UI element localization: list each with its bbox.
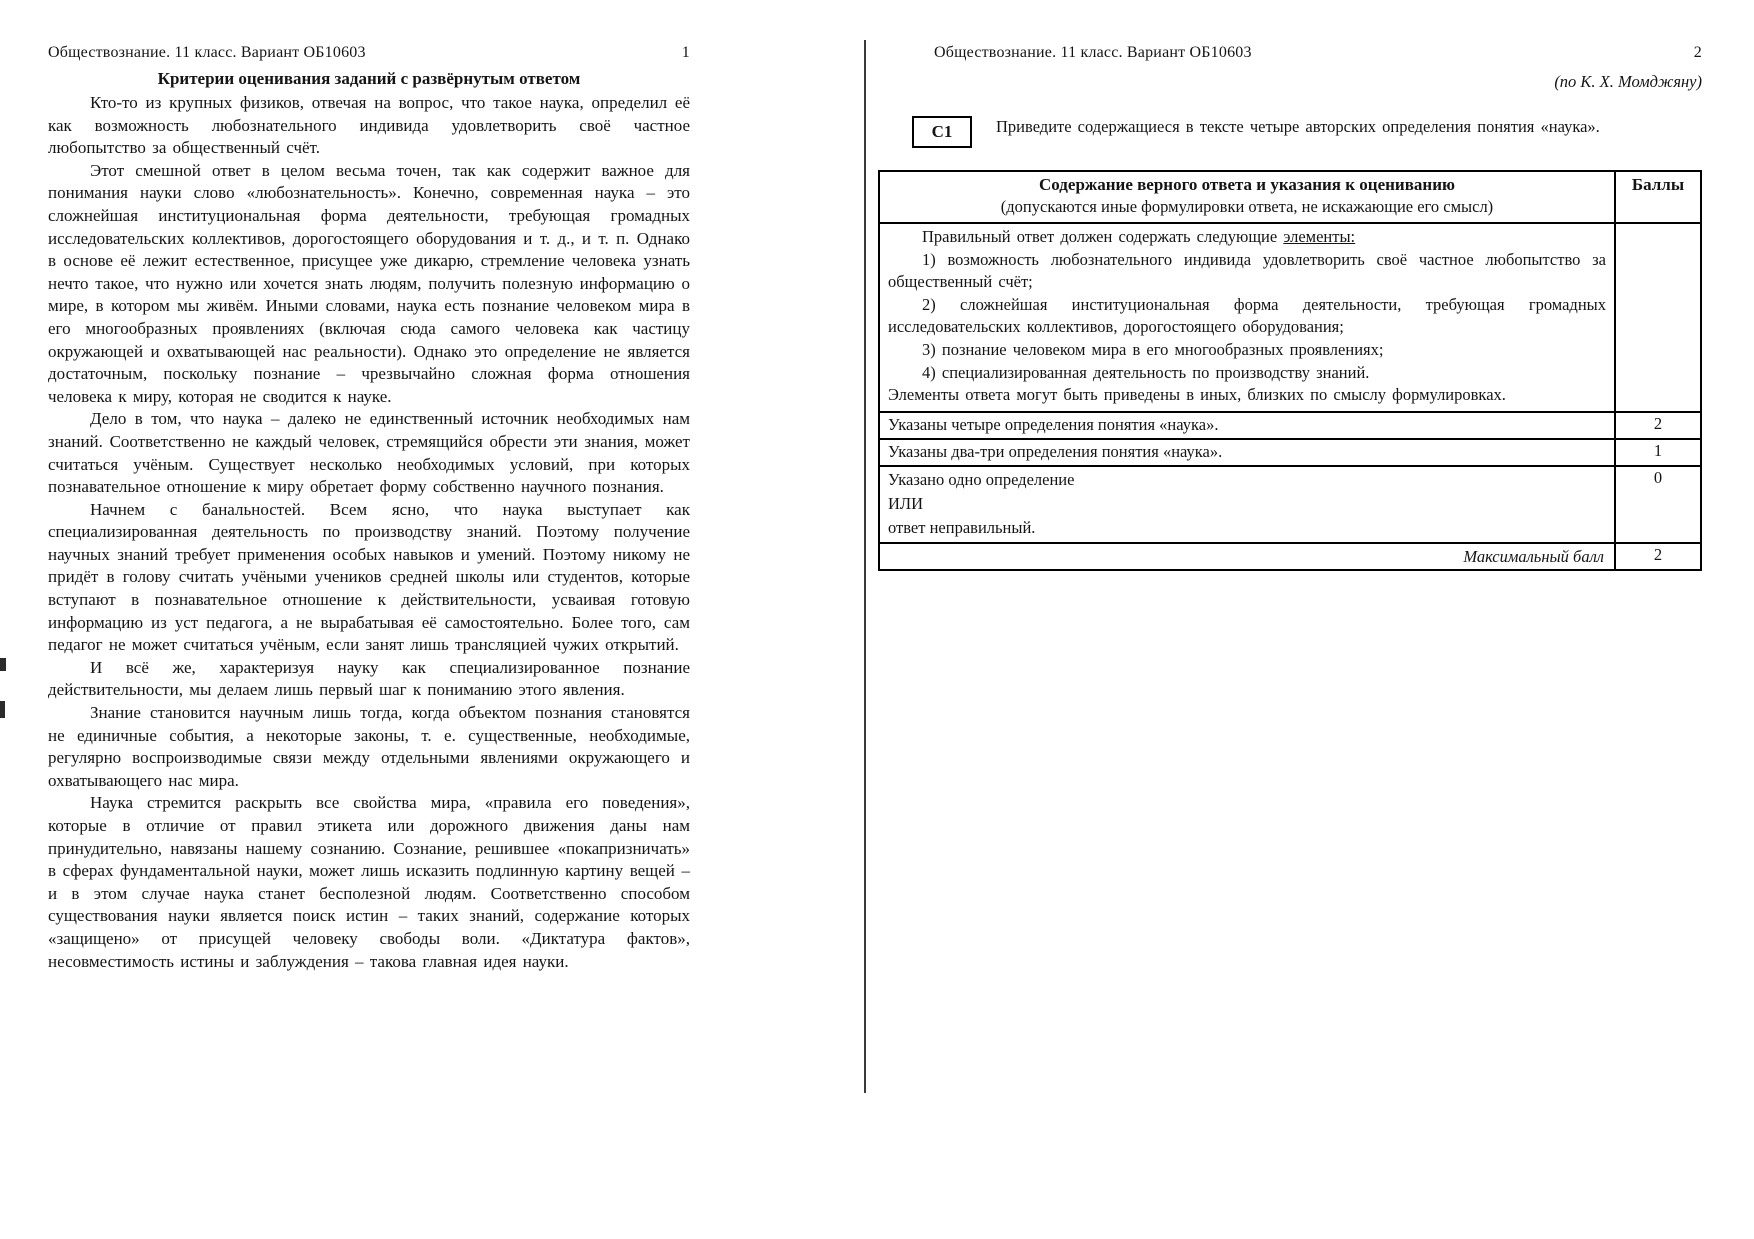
table-header-criteria-title: Содержание верного ответа и указания к оцениванию bbox=[1039, 175, 1455, 194]
answer-intro bbox=[888, 226, 1606, 249]
author-attribution: (по К. Х. Момджяну) bbox=[1554, 72, 1702, 91]
score-row-criteria-line: Указано одно определение bbox=[888, 469, 1075, 489]
answer-outro: Элементы ответа могут быть приведены в иных, близких по смыслу формулировках. bbox=[888, 385, 1506, 405]
page-2-header bbox=[878, 44, 1702, 62]
scan-artifact-mark bbox=[0, 701, 5, 718]
page-divider-line bbox=[864, 40, 866, 1093]
task-question-text: Приведите содержащиеся в тексте четыре авторских определения понятия «наука». bbox=[996, 117, 1600, 136]
answer-content-row bbox=[879, 223, 1701, 412]
body-paragraph: И всё же, характеризуя науку как специализированное познание действительности, мы делаем лишь первый шаг к пониманию этого явления. bbox=[48, 657, 690, 700]
body-paragraph: Начнем с банальностей. Всем ясно, что наука выступает как специализированная деятельность по производству знаний. Поэтому получение научных знаний требует применения особых навыков и умений. Поэтому никому не придёт в голову считать учёными учеников средней школы или студентов, которые вступают в познавательное отношение к действительности, усваивая готовую информацию из уст педагога, а не вырабатывая её самостоятельно. Более того, сам педагог не может считаться учёным, если занят лишь трансляцией чужих открытий. bbox=[48, 499, 690, 655]
criteria-table bbox=[878, 170, 1702, 571]
table-header-criteria-cell bbox=[879, 171, 1615, 223]
page-2 bbox=[878, 44, 1702, 571]
answer-content-cell bbox=[879, 223, 1615, 412]
score-row-criteria: Указаны два-три определения понятия «наука». bbox=[879, 439, 1615, 466]
score-row-points: 2 bbox=[1615, 412, 1701, 439]
page-1 bbox=[48, 44, 690, 973]
body-paragraph: Дело в том, что наука – далеко не единственный источник необходимых нам знаний. Соответственно не каждый человек, стремящийся обрести эти знания, может считаться учёным. Существует несколько необходимых условий, при которых познавательное отношение к миру обретает форму собственно научного познания. bbox=[48, 409, 690, 497]
page-2-page-number: 2 bbox=[1693, 44, 1702, 61]
score-row-points: 1 bbox=[1615, 439, 1701, 466]
score-row bbox=[879, 412, 1701, 439]
task-label-box: C1 bbox=[912, 116, 972, 148]
score-row-criteria-line: ответ неправильный. bbox=[888, 517, 1036, 537]
table-header-row bbox=[879, 171, 1701, 223]
score-row-criteria-line: ИЛИ bbox=[888, 493, 924, 513]
score-row-criteria: Указаны четыре определения понятия «наука». bbox=[879, 412, 1615, 439]
page-1-header bbox=[48, 44, 690, 62]
body-paragraph: Этот смешной ответ в целом весьма точен, так как содержит важное для понимания науки слово «любознательность». Конечно, современная наука – это сложнейшая институциональная форма деятельности, требующая громадных исследовательских коллективов, дорогостоящего оборудования и т. д., и т. п. Однако в основе её лежит естественное, присущее уже дикарю, стремление человека узнать нечто такое, что нужно или хочется знать людям, получить полезную информацию о мире, в котором мы живём. Иными словами, наука есть познание человеком мира в его многообразных проявлениях (включая сюда самого человека как частицу окружающей и охватывающей нас реальности). Однако это определение не является достаточным, поскольку познание – чрезвычайно сложная форма отношения человека к миру, которая не сводится к науке. bbox=[48, 160, 690, 406]
body-paragraph: Кто-то из крупных физиков, отвечая на вопрос, что такое наука, определил её как возможность любознательного индивида удовлетворить своё частное любопытство за общественный счёт. bbox=[48, 93, 690, 158]
body-paragraph: Знание становится научным лишь тогда, когда объектом познания становятся не единичные события, а некоторые законы, т. е. существенные, необходимые, регулярно воспроизводимые связи между отдельными явлениями окружающего и охватывающего нас мира. bbox=[48, 703, 690, 790]
answer-intro-underlined: элементы: bbox=[1283, 227, 1356, 246]
page-1-page-number: 1 bbox=[681, 44, 690, 61]
max-score-row bbox=[879, 543, 1701, 570]
answer-item: 3) познание человеком мира в его многообразных проявлениях; bbox=[922, 339, 1384, 359]
max-score-points: 2 bbox=[1615, 543, 1701, 570]
page-2-header-title: Обществознание. 11 класс. Вариант ОБ10603 bbox=[934, 44, 1252, 61]
table-header-points-cell: Баллы bbox=[1615, 171, 1701, 223]
page-1-header-title: Обществознание. 11 класс. Вариант ОБ10603 bbox=[48, 44, 366, 61]
task-c1 bbox=[912, 116, 1702, 148]
answer-intro-prefix: Правильный ответ должен содержать следующие bbox=[922, 227, 1284, 246]
score-row bbox=[879, 466, 1701, 543]
answer-item: 4) специализированная деятельность по производству знаний. bbox=[922, 362, 1370, 382]
score-row-points: 0 bbox=[1615, 466, 1701, 543]
scan-artifact-mark bbox=[0, 658, 6, 671]
answer-points-cell-empty bbox=[1615, 223, 1701, 412]
score-row bbox=[879, 439, 1701, 466]
source-text bbox=[48, 92, 690, 973]
answer-item: 1) возможность любознательного индивида удовлетворить своё частное любопытство за общественный счёт; bbox=[888, 249, 1606, 292]
criteria-section-title: Критерии оценивания заданий с развёрнутым ответом bbox=[157, 69, 581, 88]
max-score-label: Максимальный балл bbox=[879, 543, 1615, 570]
table-header-criteria-note: (допускаются иные формулировки ответа, не искажающие его смысл) bbox=[1000, 197, 1494, 216]
body-paragraph: Наука стремится раскрыть все свойства мира, «правила его поведения», которые в отличие от правил этикета или дорожного движения даны нам принудительно, навязаны нашему сознанию. Сознание, решившее «покапризничать» в сферах фундаментальной науки, может лишь исказить подлинную картину вещей – и в этом случае наука станет бесполезной людям. Соответственно способом существования науки является поиск истин – таких знаний, содержание которых «защищено» от присущей человеку свободы воли. «Диктатура фактов», несовместимость истины и заблуждения – такова главная идея науки. bbox=[48, 793, 690, 971]
answer-item: 2) сложнейшая институциональная форма деятельности, требующая громадных исследовательских коллективов, дорогостоящего оборудования; bbox=[888, 294, 1606, 337]
score-row-criteria bbox=[879, 466, 1615, 543]
